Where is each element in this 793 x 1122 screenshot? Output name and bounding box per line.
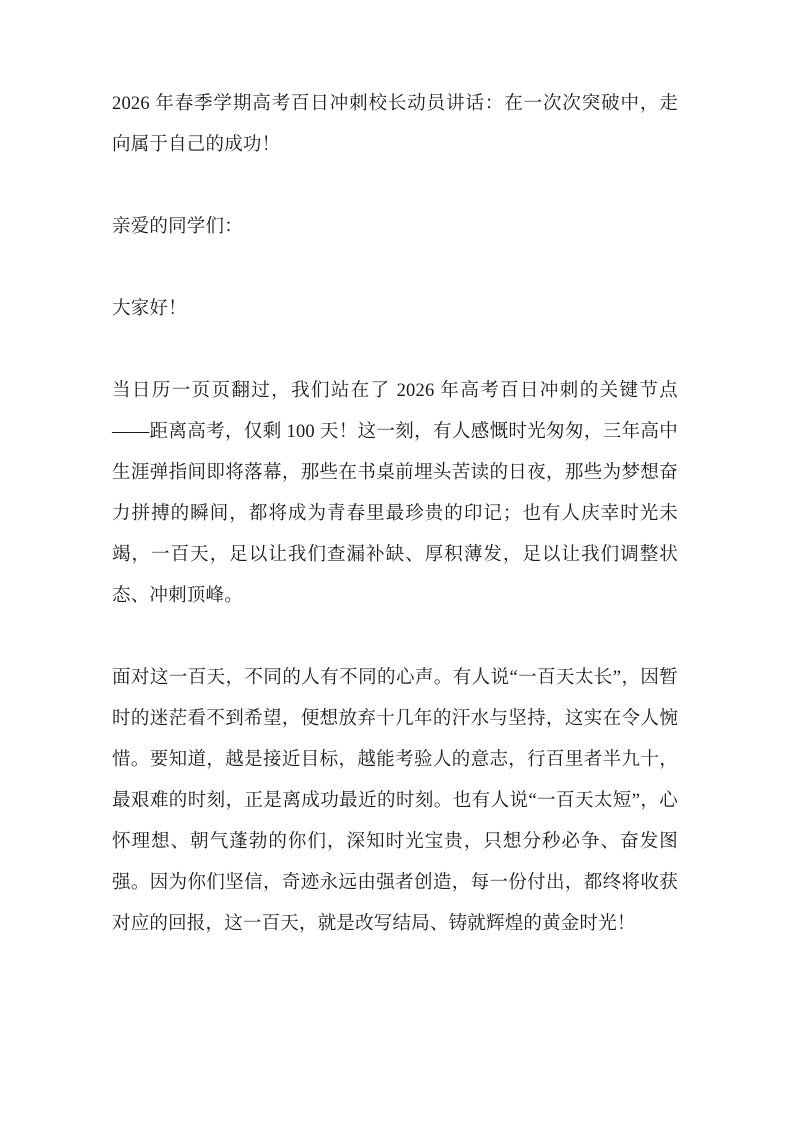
body-paragraph-2: 面对这一百天，不同的人有不同的心声。有人说“一百天太长”，因暂时的迷茫看不到希望，便想放弃十几年的汗水与坚持，这实在令人惋惜。要知道，越是接近目标，越能考验人的意志，行百里者半九十，最艰难的时刻，正是离成功最近的时刻。也有人说“一百天太短”，心怀理想、朝气蓬勃的你们，深知时光宝贵，只想分秒必争、奋发图强。因为你们坚信，奇迹永远由强者创造，每一份付出，都终将收获对应的回报，这一百天，就是改写结局、铸就辉煌的黄金时光！ [112,668,678,934]
document-title-paragraph: 2026 年春季学期高考百日冲刺校长动员讲话：在一次次突破中，走向属于自己的成功！ [112,94,678,155]
greeting-line: 大家好！ [112,299,187,319]
document-text-body [112,84,678,945]
salutation-line: 亲爱的同学们： [112,217,243,237]
body-paragraph-1: 当日历一页页翻过，我们站在了 2026 年高考百日冲刺的关键节点——距离高考，仅剩 100 天！这一刻，有人感慨时光匆匆，三年高中生涯弹指间即将落幕，那些在书桌前埋头苦读的日夜，那些为梦想奋力拼搏的瞬间，都将成为青春里最珍贵的印记；也有人庆幸时光未竭，一百天，足以让我们查漏补缺、厚积薄发，足以让我们调整状态、冲刺顶峰。 [112,381,678,606]
